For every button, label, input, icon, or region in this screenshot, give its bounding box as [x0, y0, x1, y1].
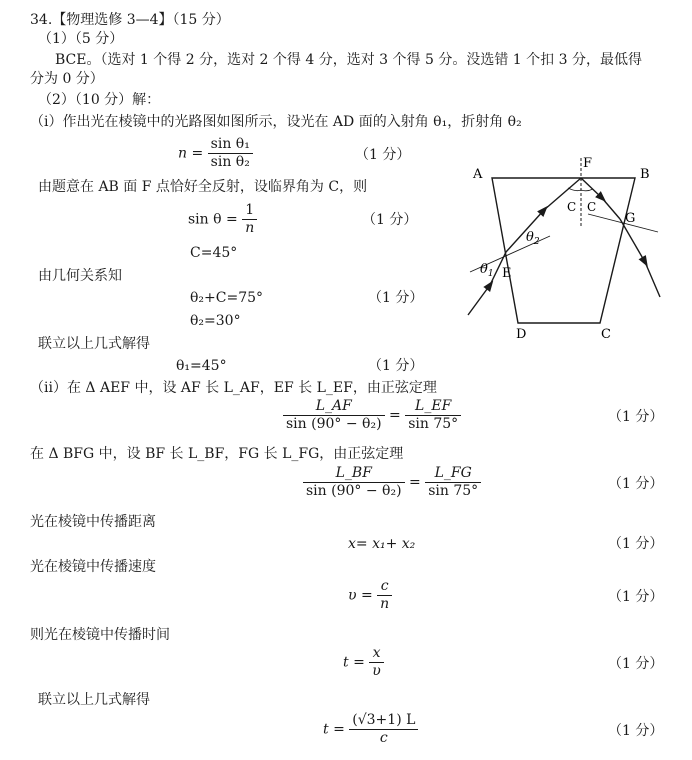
- fraction: [405, 398, 461, 433]
- eq-theta1-value: θ₁=45°: [176, 358, 227, 374]
- eq-lhs: t =: [323, 721, 345, 738]
- text-distance: 光在棱镜中传播距离: [30, 514, 156, 530]
- eq-time: [343, 645, 384, 680]
- denominator: sin 75°: [408, 416, 459, 432]
- numerator: L_AF: [283, 398, 385, 416]
- point-label-e: E: [502, 266, 512, 281]
- eq-speed: [348, 578, 392, 613]
- angle-label-c-right: C: [587, 200, 597, 214]
- equals-sign: =: [389, 407, 401, 424]
- part-i-intro: （i）作出光在棱镜中的光路图如图所示，设光在 AD 面的入射角 θ₁，折射角 θ₂: [30, 114, 522, 130]
- part2-label: （2）（10 分）解：: [38, 92, 161, 108]
- eq-lhs: n =: [178, 145, 204, 162]
- fraction: [377, 578, 392, 613]
- numerator: 1: [242, 202, 257, 220]
- angle-arc-c-right: [581, 189, 593, 191]
- eq-final-time: [323, 712, 418, 747]
- text-combine: 联立以上几式解得: [38, 336, 150, 352]
- fraction: [303, 465, 405, 500]
- part1-answer-continued: 分为 0 分）: [30, 71, 104, 87]
- point-label-g: G: [625, 211, 636, 226]
- eq-sine-law-aef: [283, 398, 461, 433]
- part-ii-intro: （ii）在 Δ AEF 中，设 AF 长 L_AF，EF 长 L_EF，由正弦定理: [30, 380, 437, 396]
- denominator: c: [379, 730, 388, 746]
- part1-answer: BCE。（选对 1 个得 2 分，选对 2 个得 4 分，选对 3 个得 5 分。没选错 1 个扣 3 分，最低得: [55, 52, 642, 68]
- eq-theta2-value: θ₂=30°: [190, 313, 241, 329]
- denominator: sin (90° − θ₂): [306, 483, 402, 499]
- numerator: (√3+1) L: [349, 712, 418, 730]
- reflected-ray-segment: [602, 198, 620, 219]
- prism-light-path-diagram: [440, 140, 680, 340]
- eq-lhs: sin θ =: [188, 211, 238, 228]
- denominator: sin (90° − θ₂): [286, 416, 382, 432]
- score: （1 分）: [368, 358, 424, 374]
- fraction: [242, 202, 257, 237]
- numerator: L_FG: [425, 465, 481, 483]
- equals-sign: =: [409, 474, 421, 491]
- fraction: [208, 136, 253, 171]
- score: （1 分）: [608, 409, 664, 425]
- score: （1 分）: [608, 536, 664, 552]
- fraction: [425, 465, 481, 500]
- incident-ray: [468, 285, 490, 315]
- numerator: L_BF: [303, 465, 405, 483]
- score: （1 分）: [608, 723, 664, 739]
- eq-refractive-index: [178, 136, 253, 171]
- question-title: 34.【物理选修 3—4】（15 分）: [30, 12, 230, 28]
- vertex-label-a: A: [473, 167, 483, 182]
- fraction: [349, 712, 418, 747]
- numerator: c: [377, 578, 392, 596]
- eq-critical-angle: [188, 202, 257, 237]
- score: （1 分）: [608, 476, 664, 492]
- text-triangle-bfg: 在 Δ BFG 中，设 BF 长 L_BF，FG 长 L_FG，由正弦定理: [30, 446, 404, 462]
- text-final-combine: 联立以上几式解得: [38, 692, 150, 708]
- numerator: x: [369, 645, 384, 663]
- exit-ray-segment: [645, 262, 660, 297]
- denominator: n: [245, 220, 255, 236]
- eq-lhs: υ =: [348, 587, 373, 604]
- score: （1 分）: [368, 290, 424, 306]
- fraction: [369, 645, 384, 680]
- angle-label-c-left: C: [567, 200, 577, 214]
- eq-sine-law-bfg: [303, 465, 481, 500]
- vertex-label-d: D: [516, 327, 527, 340]
- eq-distance: x= x₁+ x₂: [348, 536, 416, 552]
- part1-label: （1）（5 分）: [38, 31, 124, 47]
- denominator: sin 75°: [428, 483, 479, 499]
- text-geometry: 由几何关系知: [38, 268, 122, 284]
- text-speed: 光在棱镜中传播速度: [30, 559, 156, 575]
- eq-c-value: C=45°: [190, 245, 238, 261]
- vertex-label-c: C: [601, 327, 611, 340]
- score: （1 分）: [362, 212, 418, 228]
- angle-label-theta2: $\theta_2$: [526, 230, 540, 247]
- numerator: sin θ₁: [208, 136, 253, 154]
- prism-outline: [492, 178, 635, 323]
- eq-theta2-plus-c: θ₂+C=75°: [190, 290, 264, 306]
- score: （1 分）: [608, 589, 664, 605]
- vertex-label-b: B: [640, 167, 650, 182]
- eq-lhs: t =: [343, 654, 365, 671]
- score: （1 分）: [355, 147, 411, 163]
- point-label-f: F: [583, 156, 593, 171]
- numerator: L_EF: [405, 398, 461, 416]
- denominator: υ: [372, 663, 381, 679]
- denominator: sin θ₂: [210, 154, 250, 170]
- reflected-ray: [581, 178, 602, 198]
- angle-label-theta1: $\theta_1$: [480, 262, 494, 279]
- text-total-reflection: 由题意在 AB 面 F 点恰好全反射，设临界角为 C，则: [38, 179, 368, 195]
- score: （1 分）: [608, 656, 664, 672]
- denominator: n: [380, 596, 390, 612]
- text-time: 则光在棱镜中传播时间: [30, 627, 170, 643]
- fraction: [283, 398, 385, 433]
